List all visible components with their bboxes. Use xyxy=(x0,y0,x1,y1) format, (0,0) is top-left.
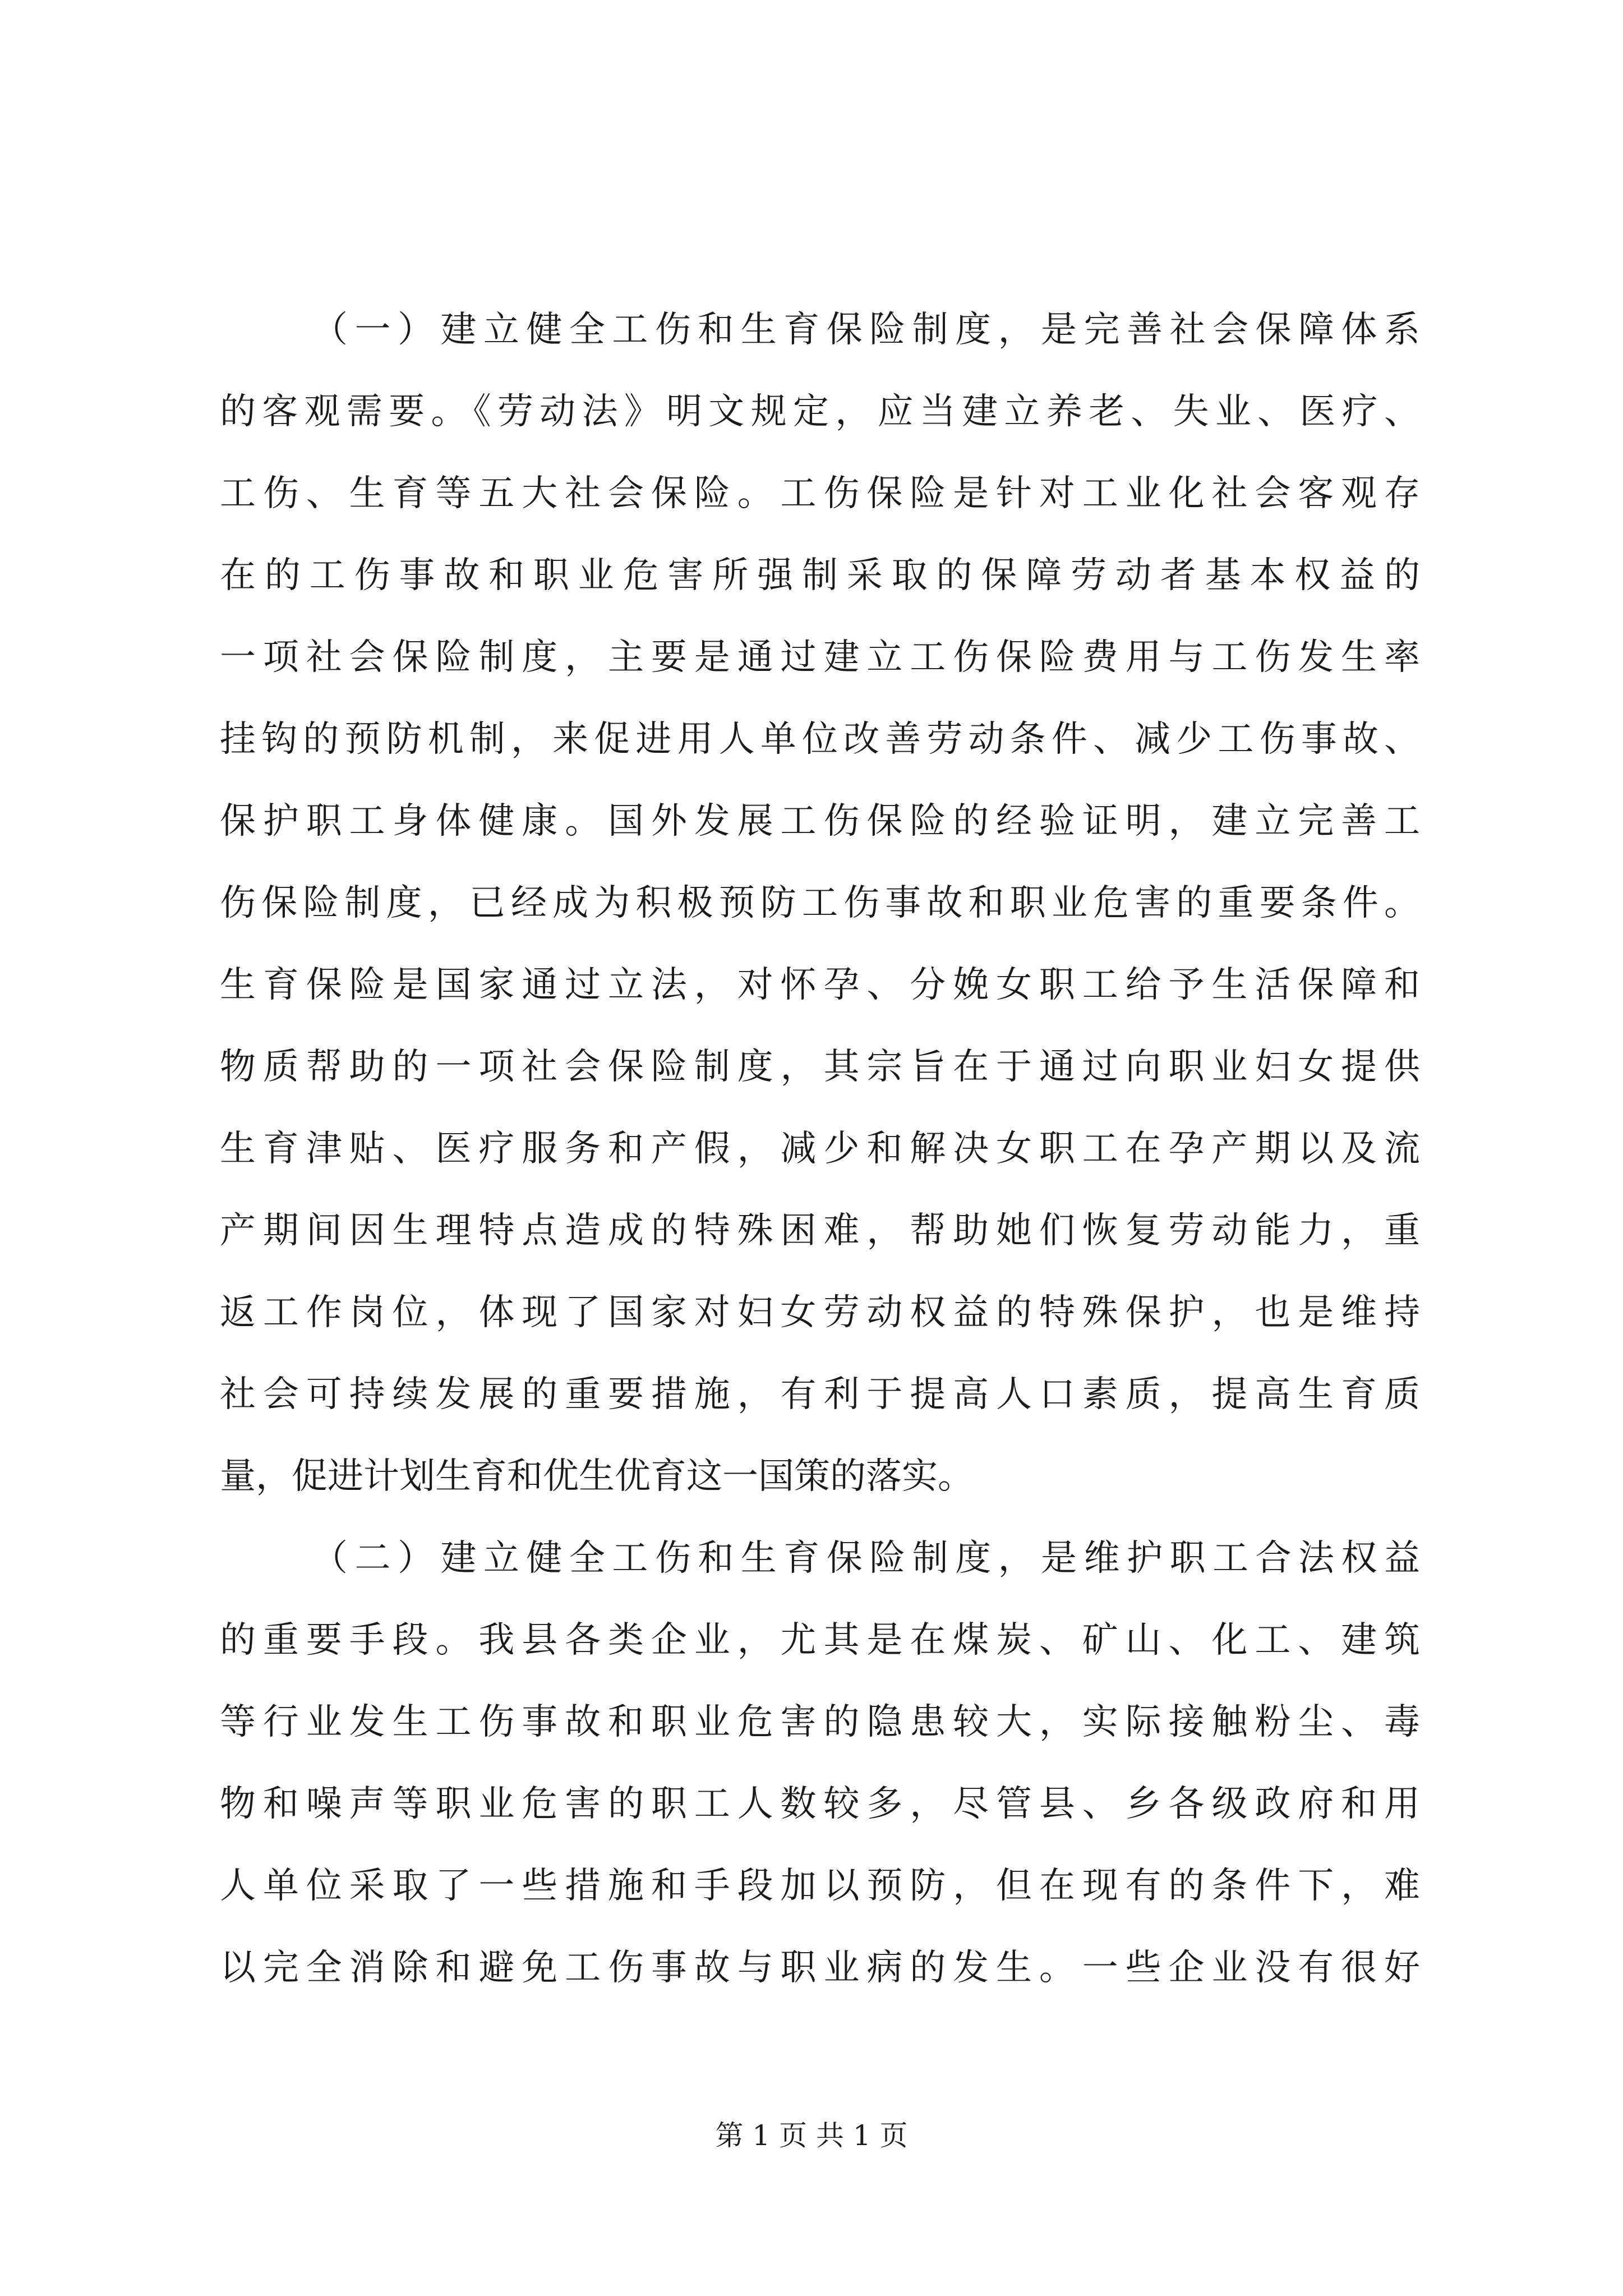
paragraph-1-line-13: 返工作岗位，体现了国家对妇女劳动权益的特殊保护，也是维持 xyxy=(220,1292,1420,1333)
paragraph-1-line-6: 挂钩的预防机制，来促进用人单位改善劳动条件、减少工伤事故、 xyxy=(220,719,1420,760)
paragraph-2-line-1: （二）建立健全工伤和生育保险制度，是维护职工合法权益 xyxy=(312,1538,1420,1579)
paragraph-2-line-3: 等行业发生工伤事故和职业危害的隐患较大，实际接触粉尘、毒 xyxy=(220,1701,1420,1743)
paragraph-1-line-9: 生育保险是国家通过立法，对怀孕、分娩女职工给予生活保障和 xyxy=(220,964,1420,1006)
paragraph-1-line-1: （一）建立健全工伤和生育保险制度，是完善社会保障体系 xyxy=(312,309,1420,351)
paragraph-1-line-15: 量，促进计划生育和优生优育这一国策的落实。 xyxy=(220,1456,974,1497)
paragraph-1-line-7: 保护职工身体健康。国外发展工伤保险的经验证明，建立完善工 xyxy=(220,800,1420,842)
paragraph-1-line-4: 在的工伤事故和职业危害所强制采取的保障劳动者基本权益的 xyxy=(220,555,1420,596)
paragraph-2-line-2: 的重要手段。我县各类企业，尤其是在煤炭、矿山、化工、建筑 xyxy=(220,1619,1420,1661)
paragraph-2-line-5: 人单位采取了一些措施和手段加以预防，但在现有的条件下，难 xyxy=(220,1865,1420,1907)
page-number-label: 第 1 页 共 1 页 xyxy=(715,2119,908,2152)
paragraph-1-line-12: 产期间因生理特点造成的特殊困难，帮助她们恢复劳动能力，重 xyxy=(220,1210,1420,1251)
paragraph-1-line-14: 社会可持续发展的重要措施，有利于提高人口素质，提高生育质 xyxy=(220,1374,1420,1415)
paragraph-2-line-6: 以完全消除和避免工伤事故与职业病的发生。一些企业没有很好 xyxy=(220,1947,1420,1989)
paragraph-2-line-4: 物和噪声等职业危害的职工人数较多，尽管县、乡各级政府和用 xyxy=(220,1783,1420,1825)
paragraph-1-line-2: 的客观需要。《劳动法》明文规定，应当建立养老、失业、医疗、 xyxy=(220,391,1420,432)
paragraph-1-line-3: 工伤、生育等五大社会保险。工伤保险是针对工业化社会客观存 xyxy=(220,473,1420,514)
page-footer xyxy=(0,2119,1623,2152)
paragraph-1-line-5: 一项社会保险制度，主要是通过建立工伤保险费用与工伤发生率 xyxy=(220,637,1420,678)
paragraph-1-line-8: 伤保险制度，已经成为积极预防工伤事故和职业危害的重要条件。 xyxy=(220,882,1420,924)
paragraph-1-line-11: 生育津贴、医疗服务和产假，减少和解决女职工在孕产期以及流 xyxy=(220,1128,1420,1170)
paragraph-1-line-10: 物质帮助的一项社会保险制度，其宗旨在于通过向职业妇女提供 xyxy=(220,1046,1420,1088)
